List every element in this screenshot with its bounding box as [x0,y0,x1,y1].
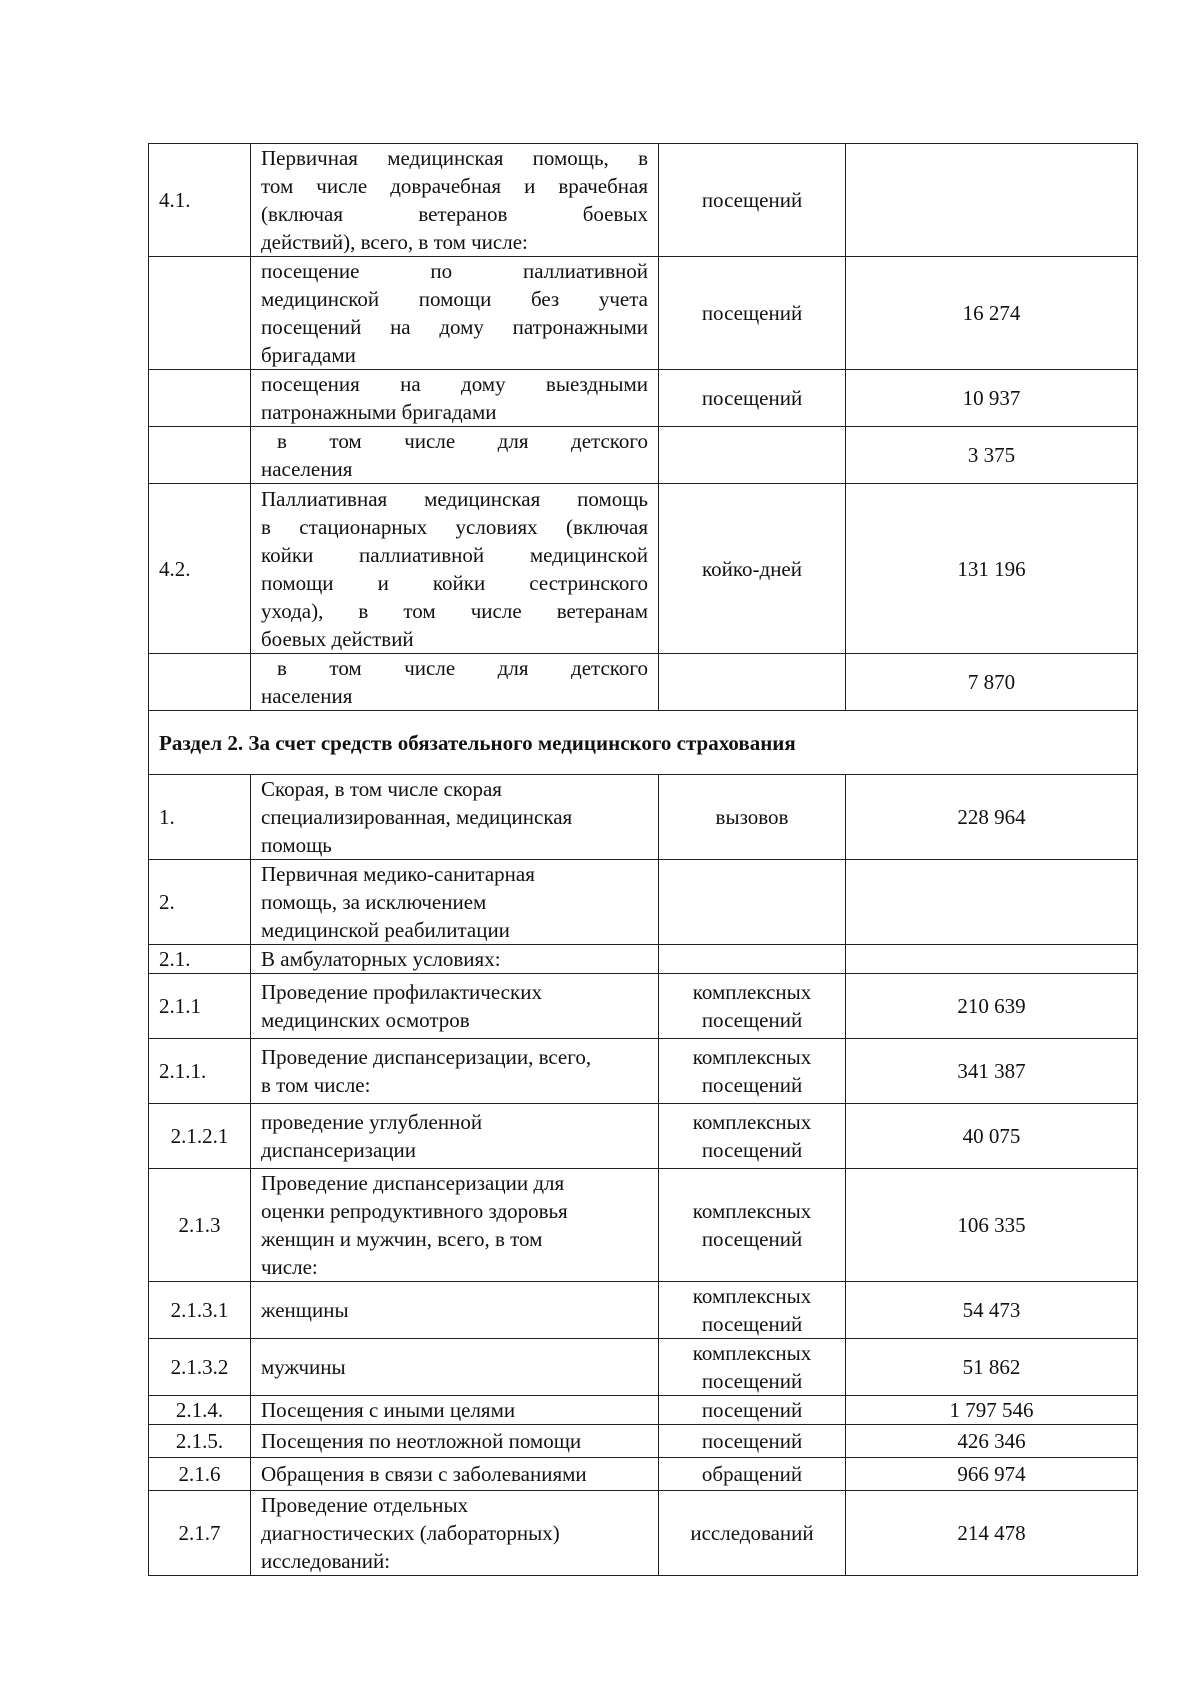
row-value: 16 274 [846,257,1138,370]
row-unit: вызовов [659,775,846,860]
row-number: 2.1.2.1 [149,1104,251,1169]
row-name: Проведение отдельных диагностических (лабораторных) исследований: [251,1491,659,1576]
row-value: 51 862 [846,1339,1138,1396]
row-number: 2.1.3.2 [149,1339,251,1396]
row-unit: комплексных посещений [659,1339,846,1396]
row-name: мужчины [251,1339,659,1396]
row-name: Проведение диспансеризации, всего, в том числе: [251,1039,659,1104]
table-row [149,370,1138,427]
row-number: 4.2. [149,484,251,654]
row-unit: комплексных посещений [659,1104,846,1169]
row-name: женщины [251,1282,659,1339]
row-value: 106 335 [846,1169,1138,1282]
row-value: 214 478 [846,1491,1138,1576]
table-row [149,427,1138,484]
table-row [149,1039,1138,1104]
row-number: 2.1. [149,945,251,974]
row-value: 40 075 [846,1104,1138,1169]
row-unit: исследований [659,1491,846,1576]
row-name: Паллиативная медицинская помощь в стационарных условиях (включая койки паллиативной медицинской помощи и койки сестринского ухода), в том числе ветеранам боевых действий [251,484,659,654]
row-number: 2. [149,860,251,945]
row-unit: комплексных посещений [659,974,846,1039]
row-value: 228 964 [846,775,1138,860]
row-value: 131 196 [846,484,1138,654]
row-number [149,654,251,711]
table-row [149,775,1138,860]
table-row [149,1491,1138,1576]
row-value: 426 346 [846,1425,1138,1458]
row-unit: койко-дней [659,484,846,654]
row-number: 2.1.5. [149,1425,251,1458]
row-value [846,860,1138,945]
row-name: Посещения по неотложной помощи [251,1425,659,1458]
row-unit: посещений [659,1396,846,1425]
section-title: Раздел 2. За счет средств обязательного медицинского страхования [149,711,1138,775]
row-number: 2.1.4. [149,1396,251,1425]
row-unit: посещений [659,1425,846,1458]
row-unit [659,654,846,711]
row-number: 4.1. [149,144,251,257]
row-name: Скорая, в том числе скорая специализированная, медицинская помощь [251,775,659,860]
row-unit: комплексных посещений [659,1282,846,1339]
row-unit [659,427,846,484]
table-row [149,1425,1138,1458]
row-number: 2.1.1 [149,974,251,1039]
row-number [149,257,251,370]
table-row [149,654,1138,711]
table-row [149,945,1138,974]
table-row [149,1169,1138,1282]
row-unit: комплексных посещений [659,1039,846,1104]
row-name: в том числе для детского населения [251,654,659,711]
row-number [149,427,251,484]
row-name: Посещения с иными целями [251,1396,659,1425]
row-unit [659,860,846,945]
row-name: посещения на дому выездными патронажными бригадами [251,370,659,427]
row-number: 2.1.3.1 [149,1282,251,1339]
row-unit: посещений [659,144,846,257]
row-name: Первичная медицинская помощь, в том числе доврачебная и врачебная (включая ветеранов боевых действий), всего, в том числе: [251,144,659,257]
row-number: 2.1.7 [149,1491,251,1576]
table-row [149,860,1138,945]
table-row [149,257,1138,370]
section-header-row [149,711,1138,775]
row-name: посещение по паллиативной медицинской помощи без учета посещений на дому патронажными бригадами [251,257,659,370]
row-unit: посещений [659,370,846,427]
row-value [846,945,1138,974]
table-row [149,1396,1138,1425]
row-value: 966 974 [846,1458,1138,1491]
row-unit [659,945,846,974]
row-unit: обращений [659,1458,846,1491]
row-value [846,144,1138,257]
row-unit: посещений [659,257,846,370]
row-name: Первичная медико-санитарная помощь, за исключением медицинской реабилитации [251,860,659,945]
row-number [149,370,251,427]
row-number: 2.1.6 [149,1458,251,1491]
row-value: 7 870 [846,654,1138,711]
row-value: 210 639 [846,974,1138,1039]
row-value: 1 797 546 [846,1396,1138,1425]
row-value: 54 473 [846,1282,1138,1339]
row-value: 3 375 [846,427,1138,484]
table-row [149,1339,1138,1396]
row-name: Обращения в связи с заболеваниями [251,1458,659,1491]
row-number: 2.1.3 [149,1169,251,1282]
table-row [149,1104,1138,1169]
row-name: проведение углубленной диспансеризации [251,1104,659,1169]
table-row [149,1458,1138,1491]
row-name: Проведение профилактических медицинских осмотров [251,974,659,1039]
table-row [149,144,1138,257]
row-name: В амбулаторных условиях: [251,945,659,974]
row-number: 2.1.1. [149,1039,251,1104]
row-value: 10 937 [846,370,1138,427]
table-row [149,1282,1138,1339]
table-row [149,974,1138,1039]
row-value: 341 387 [846,1039,1138,1104]
row-name: Проведение диспансеризации для оценки репродуктивного здоровья женщин и мужчин, всего, в том числе: [251,1169,659,1282]
row-number: 1. [149,775,251,860]
volumes-table [148,143,1138,1576]
table-row [149,484,1138,654]
row-unit: комплексных посещений [659,1169,846,1282]
row-name: в том числе для детского населения [251,427,659,484]
